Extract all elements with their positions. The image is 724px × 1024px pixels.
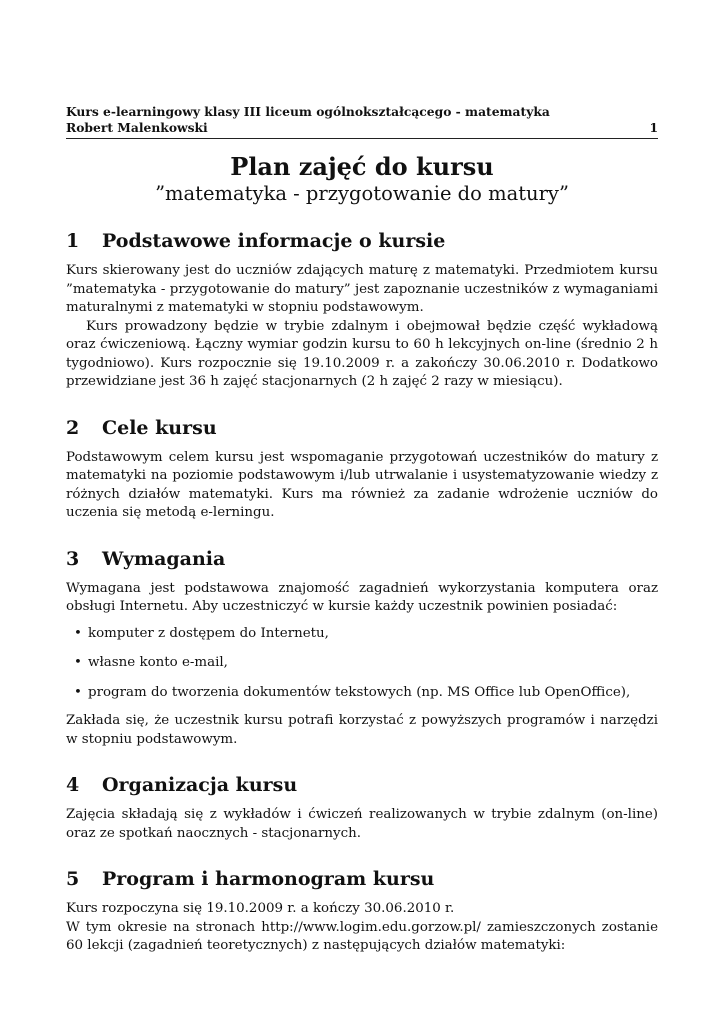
section-3-outro: Zakłada się, że uczestnik kursu potrafi korzystać z powyższych programów i narzędzi w stopniu podstawowym. [66, 713, 658, 747]
document-subtitle: ”matematyka - przygotowanie do matury” [155, 182, 569, 205]
document-page [66, 104, 658, 956]
header-page-number: 1 [649, 120, 658, 135]
document-title: Plan zajęć do kursu [230, 152, 494, 181]
section-4-heading [66, 773, 658, 797]
requirements-list [66, 625, 658, 703]
section-title: Organizacja kursu [102, 774, 298, 796]
running-header [66, 104, 658, 136]
bullet-icon: • [74, 625, 82, 641]
header-course-line: Kurs e-learningowy klasy III liceum ogólnokształcącego - matematyka [66, 104, 550, 119]
section-number: 3 [66, 547, 80, 570]
section-1-paragraph-1: Kurs skierowany jest do uczniów zdających maturę z matematyki. Przedmiotem kursu ”matematyka - przygotowanie do matury” jest zapoznanie uczestników z wymaganiami maturalnymi z matematyki w stopniu podstawowym. [66, 263, 658, 315]
list-item: • komputer z dostępem do Internetu, [66, 625, 658, 644]
section-title: Program i harmonogram kursu [102, 868, 435, 890]
section-title: Cele kursu [102, 416, 217, 439]
section-3-heading [66, 547, 658, 571]
section-3-intro: Wymagana jest podstawowa znajomość zagadnień wykorzystania komputera oraz obsługi Internetu. Aby uczestniczyć w kursie każdy uczestnik powinien posiadać: [66, 580, 658, 614]
section-5-line-2: W tym okresie na stronach http://www.logim.edu.gorzow.pl/ zamieszczonych zostanie 60 lekcji (zagadnień teoretycznych) z następujących działów matematyki: [66, 919, 658, 953]
section-2-paragraph: Podstawowym celem kursu jest wspomaganie przygotowań uczestników do matury z matematyki na poziomie podstawowym i/lub utrwalanie i usystematyzowanie wiedzy z różnych działów matematyki. Kurs ma również za zadanie wdrożenie uczniów do uczenia się metodą e-lerningu. [66, 449, 658, 520]
header-author: Robert Malenkowski [66, 120, 208, 135]
list-item: • własne konto e-mail, [66, 654, 658, 673]
section-5-heading [66, 867, 658, 891]
section-1-paragraph-2: Kurs prowadzony będzie w trybie zdalnym i obejmował będzie część wykładową oraz ćwiczeniową. Łączny wymiar godzin kursu to 60 h lekcyjnych on-line (średnio 2 h tygodniowo). Kurs rozpocznie się 19.10.2009 r. a zakończy 30.06.2010 r. Dodatkowo przewidziane jest 36 h zajęć stacjonarnych (2 h zajęć 2 razy w miesiącu). [66, 318, 658, 389]
section-number: 2 [66, 416, 80, 439]
list-item: • program do tworzenia dokumentów tekstowych (np. MS Office lub OpenOffice), [66, 684, 658, 703]
section-1-heading [66, 229, 658, 253]
section-number: 4 [66, 774, 80, 796]
section-number: 5 [66, 868, 80, 890]
section-title: Wymagania [102, 547, 226, 570]
bullet-icon: • [74, 655, 82, 670]
section-number: 1 [66, 230, 80, 252]
section-2-heading [66, 416, 658, 440]
section-5-line-1: Kurs rozpoczyna się 19.10.2009 r. a kończy 30.06.2010 r. [66, 901, 455, 916]
bullet-icon: • [74, 684, 82, 700]
section-title: Podstawowe informacje o kursie [102, 230, 446, 252]
section-4-paragraph: Zajęcia składają się z wykładów i ćwiczeń realizowanych w trybie zdalnym (on-line) oraz ze spotkań naocznych - stacjonarnych. [66, 807, 658, 841]
header-rule [66, 138, 658, 139]
